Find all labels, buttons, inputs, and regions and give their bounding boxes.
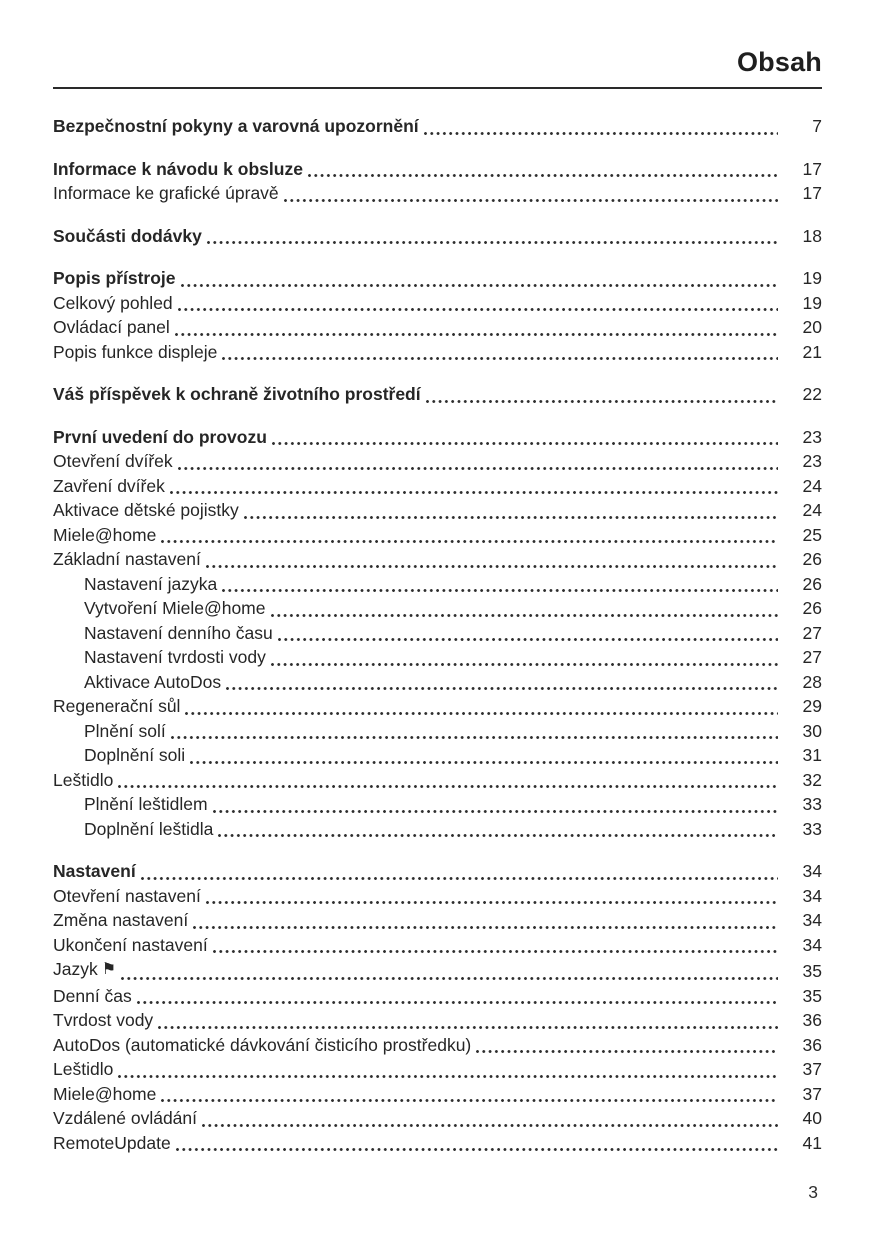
toc-entry-label: Aktivace AutoDos	[84, 671, 222, 692]
toc-entry	[53, 908, 822, 933]
toc-entry	[53, 719, 822, 744]
toc-entry-label: První uvedení do provozu	[53, 426, 267, 447]
toc-group	[53, 114, 822, 139]
dot-leader	[178, 291, 778, 316]
toc-entry-label: Váš příspěvek k ochraně životního prostředí	[53, 384, 421, 404]
toc-entry	[53, 291, 822, 316]
footer-page-number: 3	[808, 1182, 818, 1202]
toc-entry-page: 26	[802, 573, 822, 594]
dot-leader	[278, 621, 778, 646]
toc-entry-page: 24	[802, 500, 822, 520]
toc-entry-label: Vzdálené ovládání	[53, 1108, 197, 1128]
toc-entry-label: Bezpečnostní pokyny a varovná upozornění	[53, 116, 419, 136]
dot-leader	[158, 1008, 778, 1033]
toc-entry	[53, 933, 822, 958]
toc-entry	[53, 1131, 822, 1156]
toc-entry-label: RemoteUpdate	[53, 1132, 171, 1153]
dot-leader	[190, 743, 778, 768]
toc-entry	[53, 596, 822, 621]
toc-entry-label: Základní nastavení	[53, 549, 201, 569]
toc-entry-page: 24	[802, 475, 822, 496]
toc-entry-page: 37	[802, 1083, 822, 1104]
toc-entry-page: 17	[802, 183, 822, 203]
dot-leader	[137, 984, 778, 1009]
toc-entry-page: 34	[802, 910, 822, 930]
dot-leader	[185, 694, 778, 719]
dot-leader	[206, 884, 778, 909]
toc-entry	[53, 498, 822, 523]
toc-entry-page: 20	[802, 317, 822, 337]
dot-leader	[141, 859, 778, 884]
dot-leader	[476, 1033, 778, 1058]
toc-group	[53, 425, 822, 842]
dot-leader	[161, 1082, 778, 1107]
toc-entry-label: Plnění solí	[84, 720, 166, 741]
toc-group	[53, 224, 822, 249]
dot-leader	[202, 1106, 778, 1131]
dot-leader	[171, 719, 778, 744]
toc-entry	[53, 1008, 822, 1033]
toc-entry	[53, 224, 822, 249]
dot-leader	[271, 596, 779, 621]
toc-entry-page: 31	[802, 745, 822, 765]
toc-entry-label: Leštidlo	[53, 1059, 114, 1079]
dot-leader	[118, 1057, 778, 1082]
dot-leader	[178, 449, 778, 474]
toc-entry-label: Leštidlo	[53, 769, 114, 790]
toc-entry	[53, 572, 822, 597]
dot-leader	[170, 474, 778, 499]
toc-entry-page: 37	[802, 1059, 822, 1079]
dot-leader	[176, 1131, 778, 1156]
toc-entry	[53, 645, 822, 670]
toc-entry-label: Nastavení denního času	[84, 622, 273, 643]
toc-entry-label: Informace k návodu k obsluze	[53, 158, 303, 179]
toc-entry-label: Denní čas	[53, 985, 132, 1006]
toc-entry	[53, 1033, 822, 1058]
toc-entry-label: Ukončení nastavení	[53, 934, 208, 955]
toc-entry	[53, 547, 822, 572]
dot-leader	[244, 498, 778, 523]
toc-group	[53, 859, 822, 1155]
toc-entry-label: Miele@home	[53, 1083, 157, 1104]
dot-leader	[272, 425, 778, 450]
toc-entry	[53, 1082, 822, 1107]
toc-entry	[53, 114, 822, 139]
dot-leader	[181, 266, 778, 291]
toc-entry-page: 34	[802, 934, 822, 955]
toc-entry-page: 26	[802, 549, 822, 569]
toc-entry-page: 23	[802, 426, 822, 447]
toc-entry-page: 34	[802, 885, 822, 906]
toc-entry	[53, 266, 822, 291]
dot-leader	[118, 768, 778, 793]
page-title: Obsah	[736, 47, 822, 77]
toc-entry	[53, 884, 822, 909]
toc-entry-label: Popis přístroje	[53, 268, 176, 288]
toc-entry-label: Popis funkce displeje	[53, 341, 218, 362]
toc-entry-label: Změna nastavení	[53, 910, 189, 930]
toc-entry-label: Otevření dvířek	[53, 451, 173, 471]
toc-entry-page: 7	[812, 116, 822, 136]
toc-entry	[53, 621, 822, 646]
toc-entry-label: Ovládací panel	[53, 317, 170, 337]
dot-leader	[222, 340, 778, 365]
toc-entry	[53, 425, 822, 450]
toc-entry-label: Miele@home	[53, 524, 157, 545]
toc-entry-label: Součásti dodávky	[53, 225, 202, 246]
toc-entry-page: 18	[802, 225, 822, 246]
toc-entry-label: Nastavení tvrdosti vody	[84, 647, 266, 667]
dot-leader	[213, 792, 778, 817]
toc-entry-label: Vytvoření Miele@home	[84, 598, 266, 618]
toc-group	[53, 157, 822, 206]
toc-entry-label: AutoDos (automatické dávkování čisticího prostředku)	[53, 1034, 472, 1055]
toc-entry	[53, 449, 822, 474]
dot-leader	[226, 670, 778, 695]
dot-leader	[193, 908, 778, 933]
dot-leader	[424, 114, 778, 139]
toc-entry-page: 33	[802, 794, 822, 814]
toc-entry	[53, 859, 822, 884]
dot-leader	[426, 382, 778, 407]
toc-entry-label: Plnění leštidlem	[84, 794, 208, 814]
dot-leader	[271, 645, 778, 670]
dot-leader	[175, 315, 778, 340]
toc-entry-page: 41	[802, 1132, 822, 1153]
toc-entry-page: 23	[802, 451, 822, 471]
dot-leader	[207, 224, 778, 249]
toc-entry	[53, 768, 822, 793]
dot-leader	[218, 817, 778, 842]
toc-entry	[53, 984, 822, 1009]
toc-entry-page: 36	[802, 1034, 822, 1055]
dot-leader	[284, 181, 778, 206]
toc-entry	[53, 315, 822, 340]
toc-entry-label: Doplnění soli	[84, 745, 186, 765]
toc-entry-page: 25	[802, 524, 822, 545]
toc-entry	[53, 792, 822, 817]
toc-entry	[53, 340, 822, 365]
toc-entry-page: 30	[802, 720, 822, 741]
toc-entry-page: 22	[802, 384, 822, 404]
toc-entry-page: 19	[802, 292, 822, 313]
toc-entry-page: 21	[802, 341, 822, 362]
toc-entry-label: Doplnění leštidla	[84, 818, 214, 839]
title-rule	[53, 87, 822, 89]
toc-entry-label: Otevření nastavení	[53, 885, 201, 906]
table-of-contents	[53, 114, 822, 1155]
toc-entry-page: 27	[802, 622, 822, 643]
toc-entry	[53, 670, 822, 695]
toc-entry-page: 29	[802, 696, 822, 716]
toc-entry-page: 33	[802, 818, 822, 839]
toc-entry-page: 40	[802, 1108, 822, 1128]
toc-entry	[53, 181, 822, 206]
dot-leader	[161, 523, 778, 548]
toc-entry-label: Nastavení jazyka	[84, 573, 218, 594]
toc-entry-page: 17	[802, 158, 822, 179]
toc-entry	[53, 817, 822, 842]
toc-group	[53, 266, 822, 364]
toc-entry	[53, 694, 822, 719]
toc-entry-page: 36	[802, 1010, 822, 1030]
toc-group	[53, 382, 822, 407]
dot-leader	[213, 933, 778, 958]
page-content	[53, 46, 822, 1155]
toc-entry-page: 19	[802, 268, 822, 288]
toc-entry-label: Nastavení	[53, 861, 136, 881]
toc-entry-page: 28	[802, 671, 822, 692]
dot-leader	[121, 959, 778, 984]
toc-entry-page: 32	[802, 769, 822, 790]
toc-entry-label: Tvrdost vody	[53, 1010, 154, 1030]
toc-entry	[53, 957, 822, 984]
toc-entry-label: Zavření dvířek	[53, 475, 165, 496]
toc-entry-label: Informace ke grafické úpravě	[53, 183, 279, 203]
dot-leader	[206, 547, 778, 572]
toc-entry	[53, 157, 822, 182]
dot-leader	[308, 157, 778, 182]
toc-entry-label: Regenerační sůl	[53, 696, 181, 716]
toc-entry	[53, 474, 822, 499]
toc-entry-label: Jazyk ⚑	[53, 959, 117, 979]
toc-entry	[53, 523, 822, 548]
toc-entry-label: Celkový pohled	[53, 292, 173, 313]
toc-entry	[53, 1057, 822, 1082]
toc-entry-label: Aktivace dětské pojistky	[53, 500, 239, 520]
toc-entry-page: 35	[802, 985, 822, 1006]
toc-entry-page: 27	[802, 647, 822, 667]
toc-entry	[53, 743, 822, 768]
toc-entry-page: 34	[802, 861, 822, 881]
flag-icon: ⚑	[101, 961, 117, 978]
dot-leader	[222, 572, 778, 597]
toc-entry-page: 26	[802, 598, 822, 618]
toc-entry	[53, 382, 822, 407]
toc-entry-page: 35	[802, 961, 822, 981]
toc-entry	[53, 1106, 822, 1131]
